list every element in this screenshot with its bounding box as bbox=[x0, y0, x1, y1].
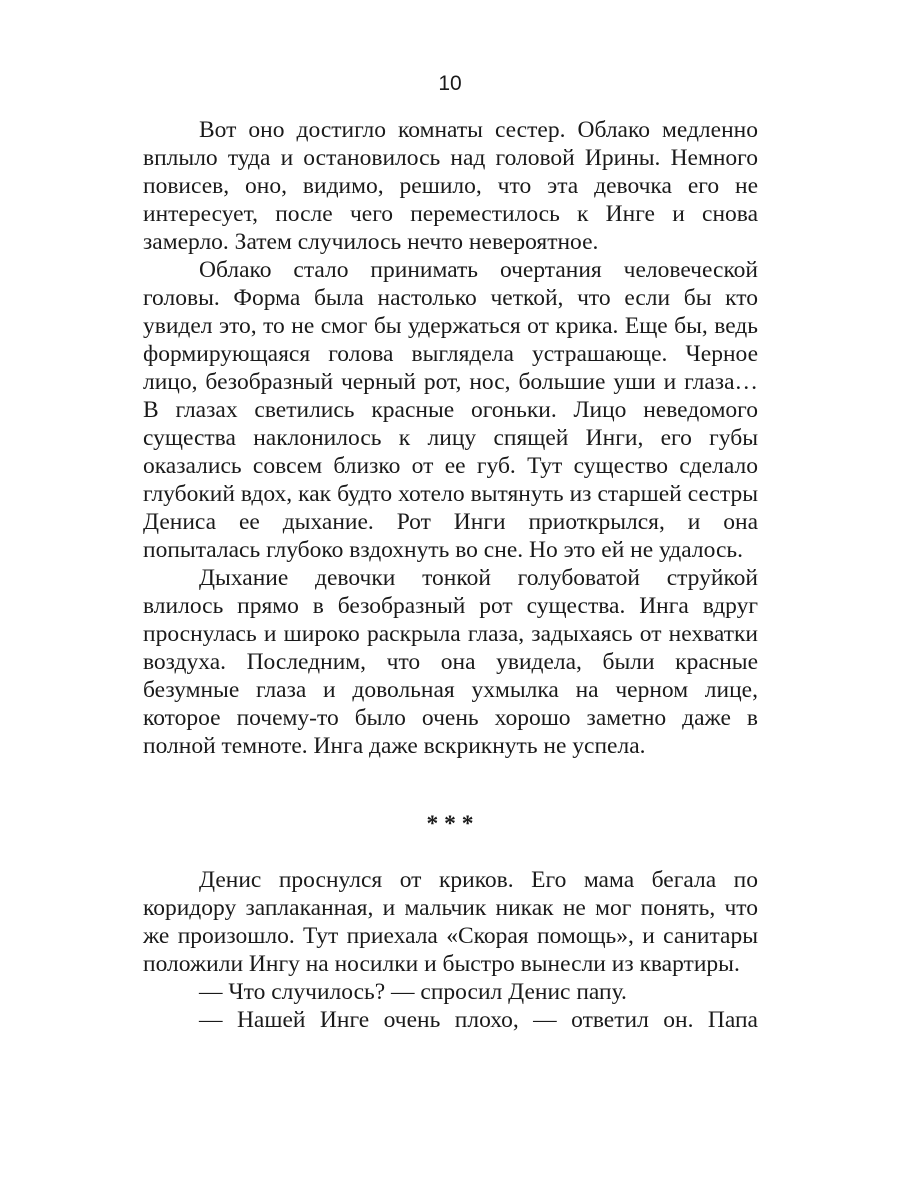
paragraph: Дыхание девочки тонкой голубоватой струйкой влилось прямо в безобразный рот существа. Инга вдруг проснулась и широко раскрыла глаза, задыхаясь от нехватки воздуха. Последним, что она увидела, были красные безумные глаза и довольная ухмылка на черном лице, которое почему-то было очень хорошо заметно даже в полной темноте. Инга даже вскрикнуть не успела. bbox=[143, 565, 758, 759]
section-separator: * * * bbox=[426, 811, 474, 837]
paragraph: Вот оно достигло комнаты сестер. Облако медленно вплыло туда и остановилось над головой Ирины. Немного повисев, оно, видимо, решило, что эта девочка его не интересует, после чего переместилось к Инге и снова замерло. Затем случилось нечто невероятное. bbox=[143, 117, 758, 255]
page-number: 10 bbox=[438, 72, 462, 95]
text-section-2 bbox=[143, 866, 758, 1034]
paragraph: Облако стало принимать очертания человеческой головы. Форма была настолько четкой, что если бы кто увидел это, то не смог бы удержаться от крика. Еще бы, ведь формирующаяся голова выглядела устрашающе. Черное лицо, безобразный черный рот, нос, большие уши и глаза… В глазах светились красные огоньки. Лицо неведомого существа наклонилось к лицу спящей Инги, его губы оказались совсем близко от ее губ. Тут существо сделало глубокий вдох, как будто хотело вытянуть из старшей сестры Дениса ее дыхание. Рот Инги приоткрылся, и она попыталась глубоко вздохнуть во сне. Но это ей не удалось. bbox=[143, 257, 758, 563]
text-section-1 bbox=[143, 116, 758, 760]
paragraph: Денис проснулся от криков. Его мама бегала по коридору заплаканная, и мальчик никак не мог понять, что же произошло. Тут приехала «Скорая помощь», и санитары положили Ингу на носилки и быстро вынесли из квартиры. bbox=[143, 867, 758, 977]
dialogue-line: — Что случилось? — спросил Денис папу. bbox=[199, 979, 627, 1005]
dialogue-line: — Нашей Инге очень плохо, — ответил он. Папа bbox=[199, 1007, 758, 1033]
